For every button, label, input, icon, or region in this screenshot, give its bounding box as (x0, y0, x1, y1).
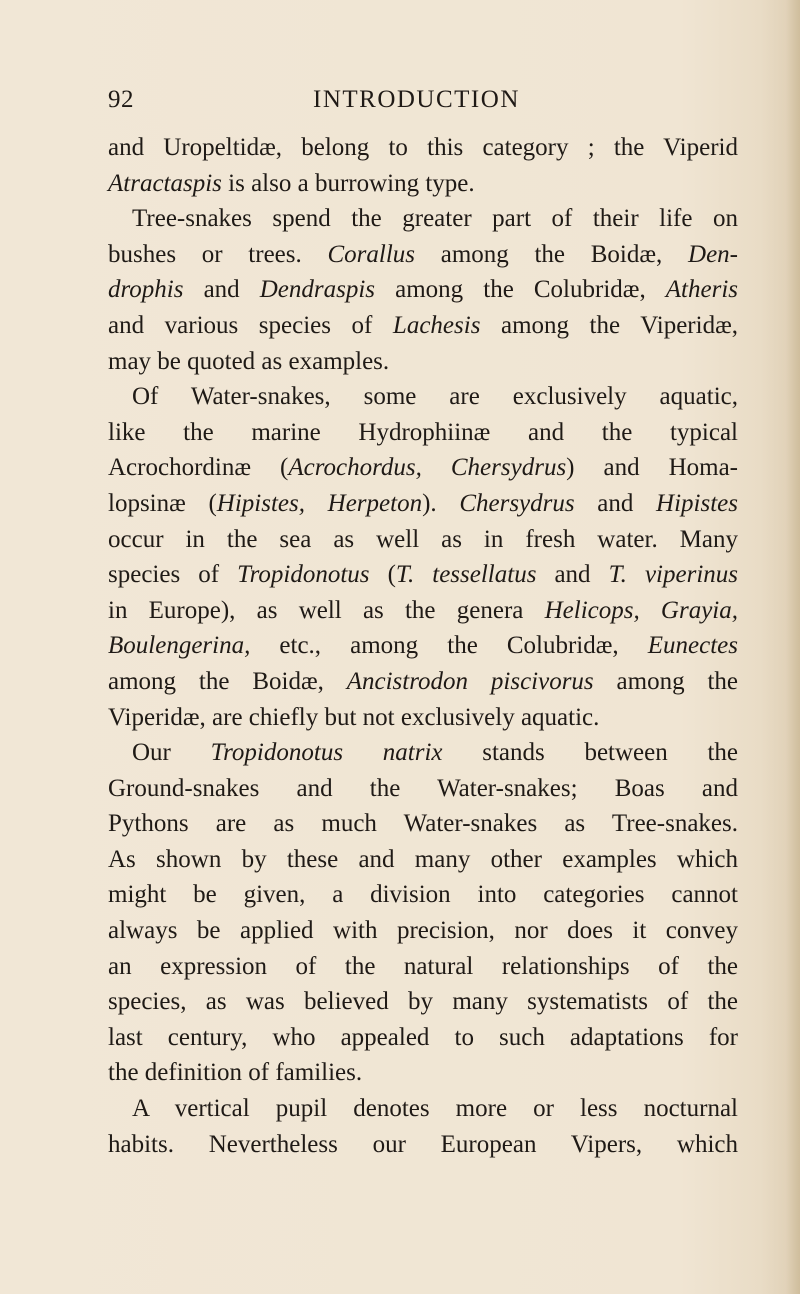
italic-text: T. tessellatus (395, 561, 537, 589)
text-run: always be applied with precision, nor does it convey (108, 917, 738, 945)
italic-text: Corallus (327, 240, 416, 268)
text-line (108, 344, 738, 380)
text-line (108, 1127, 738, 1163)
text-run: As shown by these and many other examples which (108, 845, 738, 873)
text-run: ( (369, 561, 396, 589)
italic-text: Hipistes (656, 489, 738, 517)
text-run: and various species of (108, 311, 393, 339)
page-header (108, 86, 738, 120)
text-line (108, 877, 738, 913)
text-run: species, as was believed by many systematists of the (108, 988, 738, 1016)
text-run: an expression of the natural relationships of the (108, 952, 738, 980)
text-line (108, 522, 738, 558)
text-run: Ground-snakes and the Water-snakes; Boas and (108, 774, 738, 802)
text-line (108, 557, 738, 593)
italic-text: Acrochordus, Chersydrus (288, 454, 567, 482)
text-run: among the Viperidæ, (480, 311, 738, 339)
text-run: among the Colubridæ, (375, 276, 666, 304)
text-line (108, 628, 738, 664)
text-run: occur in the sea as well as in fresh water. Many (108, 525, 738, 553)
text-line (108, 166, 738, 202)
text-run: stands between the (442, 739, 738, 767)
text-run: and (183, 276, 260, 304)
italic-text: Tropidonotus (237, 561, 370, 589)
text-run: may be quoted as examples. (108, 347, 390, 375)
text-run: last century, who appealed to such adaptations for (108, 1023, 738, 1051)
text-line (108, 913, 738, 949)
text-line (108, 379, 738, 415)
text-run: Tree-snakes spend the greater part of their life on (132, 205, 738, 233)
text-run: might be given, a division into categories cannot (108, 881, 738, 909)
text-run: in Europe), as well as the genera (108, 596, 545, 624)
text-line (108, 450, 738, 486)
italic-text: Atheris (665, 276, 738, 304)
italic-text: Den- (688, 240, 738, 268)
italic-text: Helicops, Grayia, (544, 596, 739, 624)
italic-text: Hipistes, Herpeton (216, 489, 423, 517)
text-run: like the marine Hydrophiinæ and the typical (108, 418, 738, 446)
text-run: among the Boidæ, (415, 240, 689, 268)
text-line (108, 415, 738, 451)
text-run: the definition of families. (108, 1059, 363, 1087)
text-line (108, 593, 738, 629)
text-run: among the (593, 667, 738, 695)
text-run: Pythons are as much Water-snakes as Tree-snakes. (108, 810, 738, 838)
italic-text: Eunectes (647, 632, 738, 660)
text-run: Viperidæ, are chiefly but not exclusively aquatic. (108, 703, 600, 731)
text-run: among the Boidæ, (108, 667, 347, 695)
text-line (108, 984, 738, 1020)
running-head: INTRODUCTION (313, 86, 520, 113)
text-run: bushes or trees. (108, 240, 328, 268)
text-line (108, 1020, 738, 1056)
text-line (108, 486, 738, 522)
text-run: ). (422, 489, 460, 517)
text-line (108, 201, 738, 237)
text-line (108, 237, 738, 273)
text-run: is also a burrowing type. (221, 169, 475, 197)
text-run: Acrochordinæ ( (108, 454, 289, 482)
text-line (108, 700, 738, 736)
text-line (108, 308, 738, 344)
text-line (108, 1055, 738, 1091)
text-line (108, 272, 738, 308)
text-run: etc., among the Colubridæ, (250, 632, 648, 660)
italic-text: drophis (108, 276, 184, 304)
text-run: A vertical pupil denotes more or less nocturnal (132, 1095, 738, 1123)
text-run: Of Water-snakes, some are exclusively aquatic, (132, 383, 738, 411)
text-line (108, 130, 738, 166)
italic-text: Atractaspis (108, 169, 222, 197)
italic-text: Dendraspis (259, 276, 376, 304)
text-run: lopsinæ ( (108, 489, 217, 517)
text-run: and (536, 561, 609, 589)
page-edge-shadow (786, 0, 800, 1294)
body-text (108, 130, 738, 1162)
text-run: and (574, 489, 657, 517)
text-run: ) and Homa- (566, 454, 739, 482)
italic-text: Boulengerina, (108, 632, 251, 660)
page-number: 92 (108, 86, 134, 113)
text-run: species of (108, 561, 238, 589)
text-line (108, 735, 738, 771)
italic-text: Ancistrodon piscivorus (346, 667, 594, 695)
italic-text: Tropidonotus natrix (210, 739, 443, 767)
text-line (108, 1091, 738, 1127)
text-line (108, 664, 738, 700)
italic-text: T. viperinus (608, 561, 738, 589)
text-line (108, 806, 738, 842)
text-run: and Uropeltidæ, belong to this category ; the Viperid (108, 134, 738, 161)
text-line (108, 771, 738, 807)
italic-text: Chersydrus (459, 489, 575, 517)
italic-text: Lachesis (392, 311, 481, 339)
text-line (108, 842, 738, 878)
text-run: habits. Nevertheless our European Vipers, which (108, 1130, 738, 1158)
text-run: Our (132, 739, 211, 767)
text-line (108, 949, 738, 985)
